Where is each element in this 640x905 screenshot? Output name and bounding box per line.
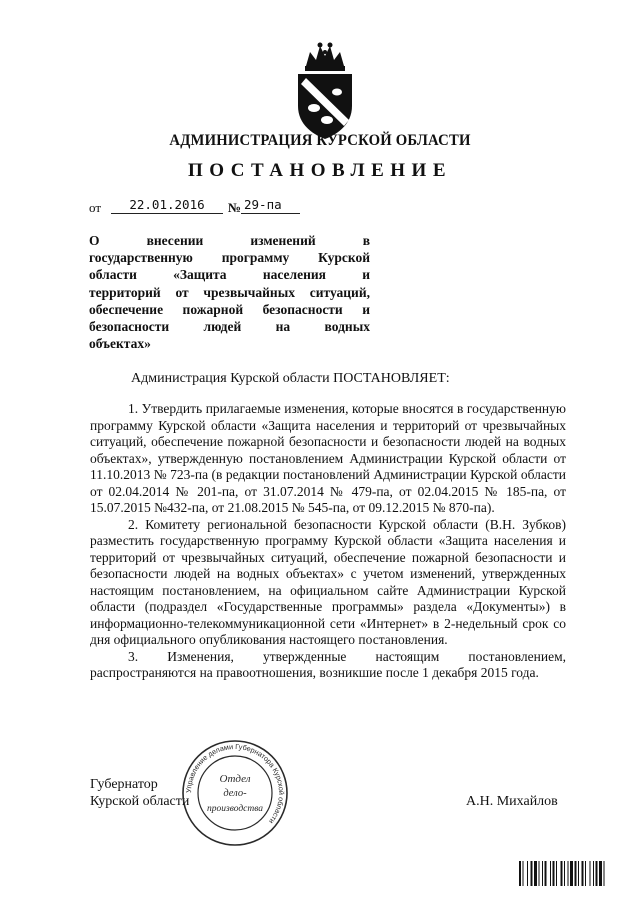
stamp-line-2: дело- bbox=[223, 788, 247, 799]
number-label: № bbox=[228, 200, 242, 215]
stamp-line-3: производства bbox=[206, 804, 264, 814]
kursk-coat-of-arms-icon bbox=[292, 40, 358, 140]
position-line: Губернатор bbox=[90, 777, 158, 792]
paragraph-3: 3. Изменения, утвержденные настоящим постановлением, распространяются на правоотношения, возникшие после 1 декабря 2015 года. bbox=[90, 648, 566, 680]
subject-line: территорий от чрезвычайных ситуаций, bbox=[89, 284, 370, 300]
position-line: Курской области bbox=[90, 794, 190, 809]
barcode-icon bbox=[519, 861, 626, 886]
subject-line: объектах» bbox=[89, 336, 151, 352]
organization-title: АДМИНИСТРАЦИЯ КУРСКОЙ ОБЛАСТИ bbox=[169, 132, 471, 149]
document-body bbox=[90, 401, 566, 682]
stamp-line-1: Отдел bbox=[219, 773, 251, 785]
date-value: 22.01.2016 bbox=[111, 197, 223, 214]
paragraph-1: 1. Утвердить прилагаемые изменения, которые вносятся в государственную программу Курской области «Защита населения и территорий от чрезвычайных ситуаций, обеспечение пожарной безопасности и безопасности людей на водных объектах», утвержденную постановлением Администрации Курской области от 11.10.2013 № 723-па (в редакции постановлений Администрации Курской области от 02.04.2014 № 201-па, от 31.07.2014 № 479-па, от 02.04.2015 № 185-па, от 15.07.2015 №432-па, от 21.08.2015 № 545-па, от 09.12.2015 № 870-па). bbox=[90, 401, 566, 515]
document-subject bbox=[89, 232, 370, 352]
signatory-position bbox=[90, 776, 189, 810]
resolution-intro: Администрация Курской области ПОСТАНОВЛЯЕТ: bbox=[131, 371, 450, 386]
official-stamp bbox=[180, 738, 290, 848]
document-type: ПОСТАНОВЛЕНИЕ bbox=[187, 160, 453, 181]
paragraph-2: 2. Комитету региональной безопасности Курской области (В.Н. Зубков) разместить государственную программу Курской области «Защита населения и территорий от чрезвычайных ситуаций, обеспечение пожарной безопасности и безопасности людей на водных объектах» с учетом изменений, утвержденных настоящим постановлением, на официальном сайте Администрации Курской области (подраздел «Государственные программы» раздела «Документы») в информационно-телекоммуникационной сети «Интернет» в 2-недельный срок со дня официального опубликования настоящего постановления. bbox=[90, 516, 566, 647]
subject-line: обеспечение пожарной безопасности и bbox=[89, 301, 370, 317]
subject-line: безопасности людей на водных bbox=[89, 319, 370, 335]
stamp-ring-text: Управление делами Губернатора Курской области bbox=[183, 741, 287, 826]
subject-line: области «Защита населения и bbox=[89, 267, 370, 283]
date-number-line bbox=[89, 197, 349, 217]
number-value: 29-па bbox=[241, 197, 300, 214]
date-label: от bbox=[89, 200, 102, 215]
subject-line: О внесении изменений в bbox=[89, 233, 370, 248]
signatory-name: А.Н. Михайлов bbox=[466, 794, 558, 809]
subject-line: государственную программу Курской bbox=[89, 250, 370, 266]
